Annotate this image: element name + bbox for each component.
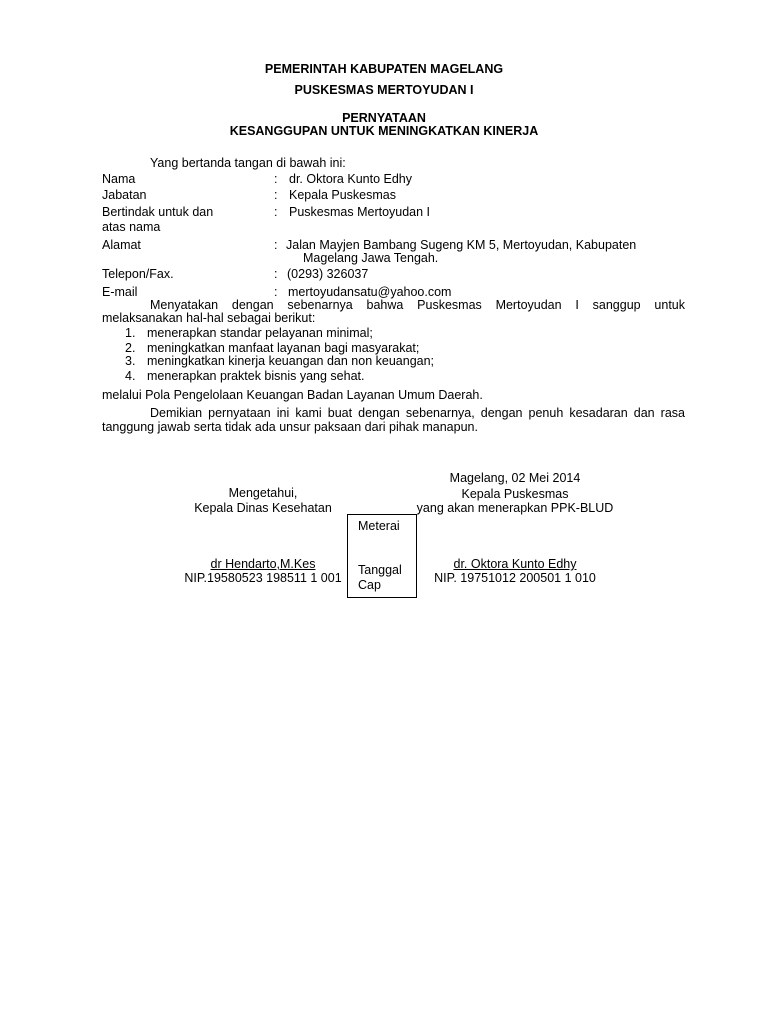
stamp-cap: Cap <box>358 578 381 592</box>
closing-line-1: Demikian pernyataan ini kami buat dengan sebenarnya, dengan penuh kesadaran dan rasa <box>150 406 685 420</box>
field-value-alamat-2: Magelang Jawa Tengah. <box>303 251 439 265</box>
right-signer-nip: NIP. 19751012 200501 1 010 <box>434 571 596 585</box>
place-date: Magelang, 02 Mei 2014 <box>449 471 581 485</box>
list-item: menerapkan praktek bisnis yang sehat. <box>147 369 365 383</box>
field-colon: : <box>274 238 278 252</box>
document-subtitle: KESANGGUPAN UNTUK MENINGKATKAN KINERJA <box>229 124 539 138</box>
left-signer-name: dr Hendarto,M.Kes <box>210 557 316 571</box>
list-number: 1. <box>125 326 136 340</box>
field-colon: : <box>274 188 278 202</box>
left-signer-nip: NIP.19580523 198511 1 001 <box>184 571 342 585</box>
via-text: melalui Pola Pengelolaan Keuangan Badan Layanan Umum Daerah. <box>102 388 483 402</box>
left-signer-role: Kepala Dinas Kesehatan <box>194 501 332 515</box>
field-label-email: E-mail <box>102 285 138 299</box>
statement-line-2: melaksanakan hal-hal sebagai berikut: <box>102 311 316 325</box>
header-government: PEMERINTAH KABUPATEN MAGELANG <box>264 62 504 76</box>
stamp-meterai: Meterai <box>358 519 400 533</box>
field-value-jabatan: Kepala Puskesmas <box>289 188 397 202</box>
statement-line-1: Menyatakan dengan sebenarnya bahwa Puskesmas Mertoyudan I sanggup untuk <box>150 298 685 312</box>
field-label-atas-nama: atas nama <box>102 220 161 234</box>
field-value-telepon: (0293) 326037 <box>287 267 369 281</box>
field-value-alamat: Jalan Mayjen Bambang Sugeng KM 5, Mertoyudan, Kabupaten <box>286 238 637 252</box>
field-colon: : <box>274 172 278 186</box>
intro-text: Yang bertanda tangan di bawah ini: <box>150 156 346 170</box>
mengetahui-text: Mengetahui, <box>228 486 298 500</box>
closing-line-2: tanggung jawab serta tidak ada unsur paksaan dari pihak manapun. <box>102 420 478 434</box>
header-puskesmas: PUSKESMAS MERTOYUDAN I <box>294 83 474 97</box>
field-colon: : <box>274 205 278 219</box>
right-signer-name: dr. Oktora Kunto Edhy <box>453 557 577 571</box>
document-title: PERNYATAAN <box>342 111 426 125</box>
field-label-jabatan: Jabatan <box>102 188 147 202</box>
field-label-bertindak: Bertindak untuk dan <box>102 205 214 219</box>
list-item: meningkatkan manfaat layanan bagi masyarakat; <box>147 341 420 355</box>
list-number: 3. <box>125 354 136 368</box>
field-value-bertindak: Puskesmas Mertoyudan I <box>289 205 431 219</box>
field-label-telepon: Telepon/Fax. <box>102 267 174 281</box>
list-number: 4. <box>125 369 136 383</box>
list-item: menerapkan standar pelayanan minimal; <box>147 326 373 340</box>
field-label-nama: Nama <box>102 172 136 186</box>
right-signer-role-2: yang akan menerapkan PPK-BLUD <box>416 501 614 515</box>
field-value-nama: dr. Oktora Kunto Edhy <box>289 172 412 186</box>
list-number: 2. <box>125 341 136 355</box>
right-signer-role: Kepala Puskesmas <box>461 487 569 501</box>
field-colon: : <box>274 285 278 299</box>
field-colon: : <box>274 267 278 281</box>
stamp-tanggal: Tanggal <box>358 563 402 577</box>
field-label-alamat: Alamat <box>102 238 141 252</box>
list-item: meningkatkan kinerja keuangan dan non keuangan; <box>147 354 435 368</box>
field-value-email: mertoyudansatu@yahoo.com <box>288 285 452 299</box>
